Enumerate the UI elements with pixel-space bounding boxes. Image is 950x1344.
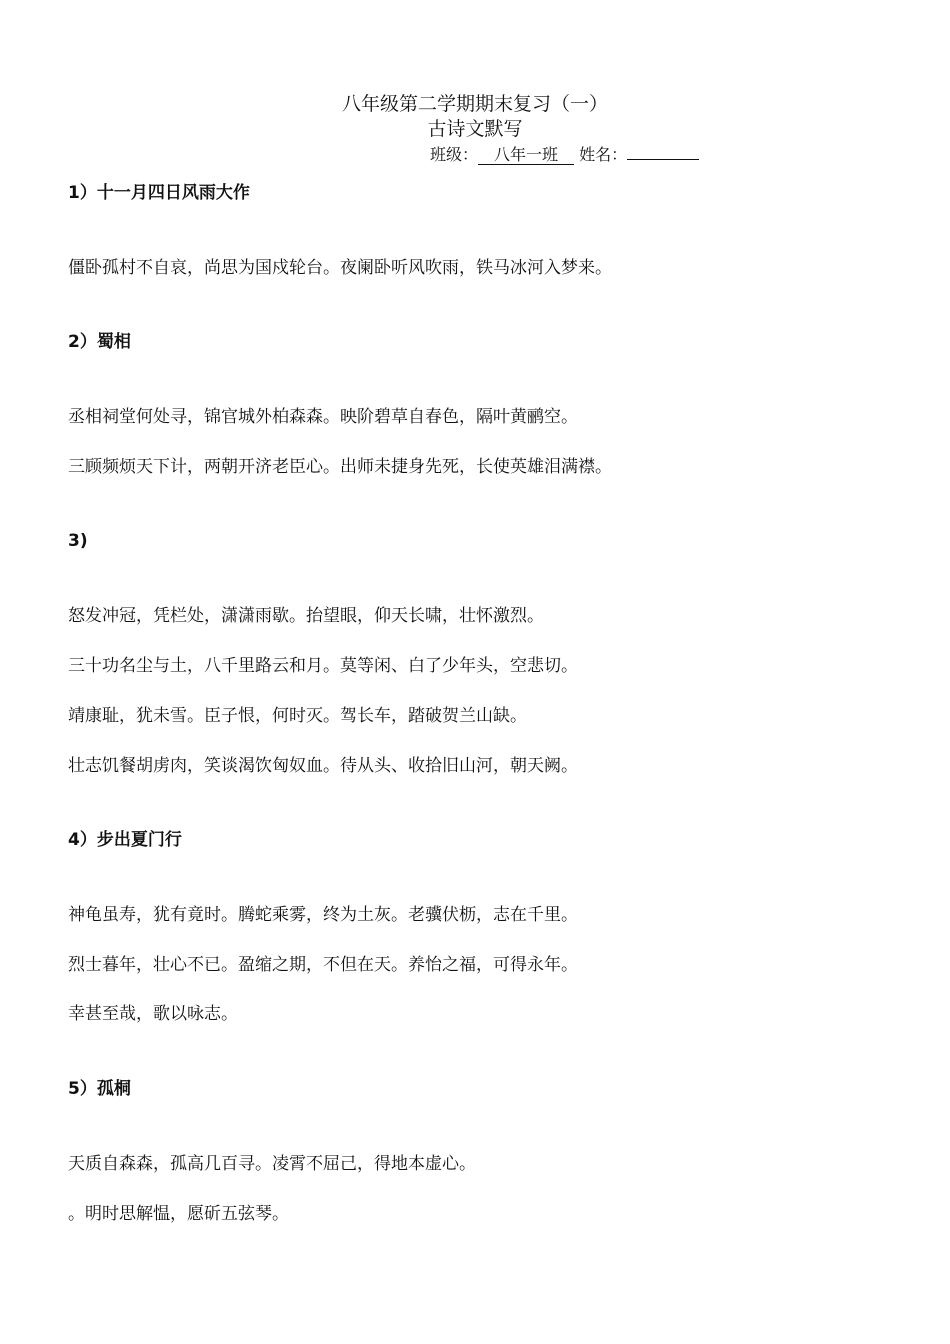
poem-line: 怒发冲冠，凭栏处，潇潇雨歇。抬望眼，仰天长啸，壮怀激烈。	[68, 606, 544, 626]
section-heading-2: 2）蜀相	[68, 332, 131, 352]
section-heading-3: 3)	[68, 531, 88, 551]
class-name-line	[430, 144, 699, 166]
page-title: 八年级第二学期期末复习（一）	[341, 93, 608, 115]
section-heading-4: 4）步出夏门行	[68, 830, 182, 850]
poem-line: 靖康耻，犹未雪。臣子恨，何时灭。驾长车，踏破贺兰山缺。	[68, 706, 527, 726]
poem-line: 僵卧孤村不自哀，尚思为国戍轮台。夜阑卧听风吹雨，铁马冰河入梦来。	[68, 258, 612, 278]
section-heading-5: 5）孤桐	[68, 1079, 131, 1099]
section-heading-1: 1）十一月四日风雨大作	[68, 183, 250, 203]
name-field[interactable]	[627, 159, 699, 160]
page-subtitle: 古诗文默写	[427, 118, 523, 140]
poem-line: 壮志饥餐胡虏肉，笑谈渴饮匈奴血。待从头、收拾旧山河，朝天阙。	[68, 756, 578, 776]
poem-line: 神龟虽寿，犹有竟时。腾蛇乘雾，终为土灰。老骥伏枥，志在千里。	[68, 905, 578, 925]
class-field[interactable]: 八年一班	[478, 145, 574, 165]
poem-line: 丞相祠堂何处寻，锦官城外柏森森。映阶碧草自春色，隔叶黄鹂空。	[68, 407, 578, 427]
poem-line: 三十功名尘与土，八千里路云和月。莫等闲、白了少年头，空悲切。	[68, 656, 578, 676]
poem-line: 三顾频烦天下计，两朝开济老臣心。出师未捷身先死，长使英雄泪满襟。	[68, 457, 612, 477]
class-label: 班级：	[430, 145, 479, 164]
poem-line: 烈士暮年，壮心不已。盈缩之期，不但在天。养怡之福，可得永年。	[68, 955, 578, 975]
poem-line: 天质自森森，孤高几百寻。凌霄不屈己，得地本虚心。	[68, 1154, 476, 1174]
poem-line: 幸甚至哉，歌以咏志。	[68, 1004, 238, 1024]
name-label: 姓名：	[579, 145, 628, 164]
poem-line: 。明时思解愠，愿斫五弦琴。	[68, 1204, 289, 1224]
